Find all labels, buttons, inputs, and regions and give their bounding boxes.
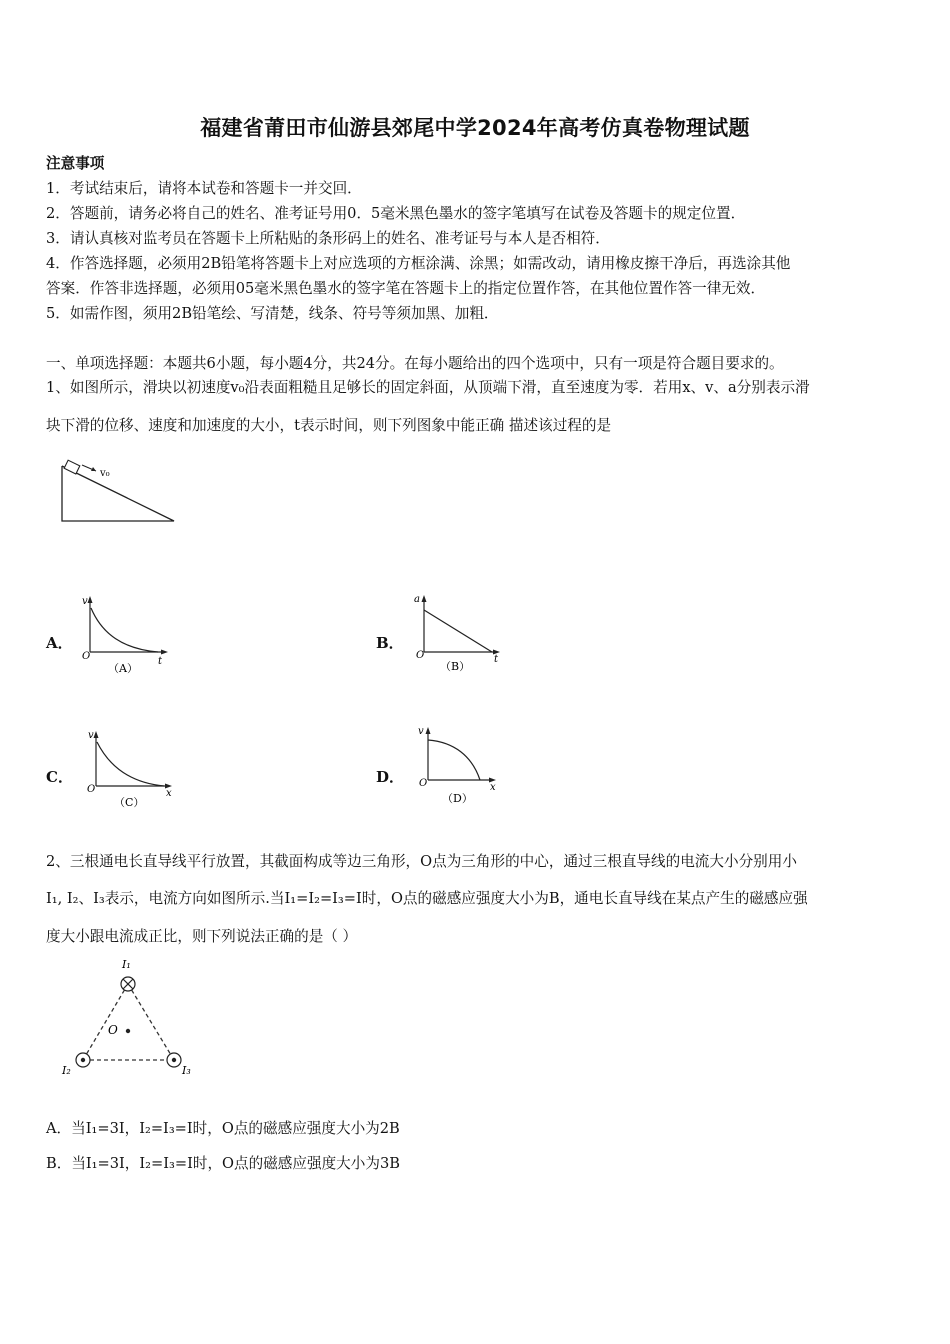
graph-a[interactable]	[78, 592, 178, 682]
graph-b-ylabel: a	[414, 594, 420, 605]
graph-b-caption: （B）	[440, 660, 471, 673]
graph-b-line	[424, 610, 492, 652]
q2-option-b[interactable]: B．当I₁=3I，I₂=I₃=I时，O点的磁感应强度大小为3B	[46, 1155, 400, 1172]
q2-stem-line3: 度大小跟电流成正比，则下列说法正确的是（ ）	[46, 928, 358, 945]
graph-c-curve	[97, 742, 164, 786]
label-i1: I₁	[122, 958, 131, 971]
graph-d-origin: O	[419, 778, 428, 789]
note-item-2: 2．答题前，请务必将自己的姓名、准考证号用0．5毫米黑色墨水的签字笔填写在试卷及答题卡的规定位置．	[46, 205, 746, 222]
graph-c-origin: O	[87, 784, 96, 795]
note-item-3: 3．请认真核对监考员在答题卡上所粘贴的条形码上的姓名、准考证号与本人是否相符．	[46, 230, 610, 247]
graph-d-xlabel: x	[490, 782, 496, 793]
graph-a-caption: （A）	[108, 662, 138, 675]
graph-d[interactable]	[414, 722, 514, 812]
graph-b-xlabel: t	[494, 654, 499, 665]
graph-a-ylabel: v	[82, 596, 88, 607]
q1-stem-line2: 块下滑的位移、速度和加速度的大小，t表示时间，则下列图象中能正确 描述该过程的是	[46, 417, 612, 434]
label-i3: I₃	[182, 1064, 191, 1077]
wire-i2-out-of-page	[76, 1053, 90, 1067]
q2-stem-line1: 2、三根通电长直导线平行放置，其截面构成等边三角形，O点为三角形的中心，通过三根直导线的电流大小分别用小	[46, 853, 797, 870]
graph-d-ylabel: v	[418, 726, 424, 737]
incline-triangle	[62, 466, 174, 521]
graph-c-xlabel: x	[166, 788, 172, 799]
wire-i1-into-page	[121, 977, 135, 991]
graph-c[interactable]	[84, 726, 184, 816]
graph-d-curve	[428, 740, 480, 780]
graph-b-origin: O	[416, 650, 425, 661]
label-i2: I₂	[62, 1064, 71, 1077]
graph-c-ylabel: v	[88, 730, 94, 741]
q1-option-b-letter[interactable]: B．	[376, 634, 404, 652]
note-item-5: 5．如需作图，须用2B铅笔绘、写清楚，线条、符号等须加黑、加粗．	[46, 305, 499, 322]
center-point-o	[126, 1029, 130, 1033]
graph-d-caption: （D）	[442, 792, 473, 805]
label-o: O	[108, 1023, 118, 1037]
page-title: 福建省莆田市仙游县郊尾中学2024年高考仿真卷物理试题	[200, 116, 750, 140]
q1-option-a-letter[interactable]: A．	[46, 634, 73, 652]
graph-a-xlabel: t	[158, 656, 163, 667]
graph-a-curve	[91, 608, 158, 652]
q2-option-a[interactable]: A．当I₁=3I，I₂=I₃=I时，O点的磁感应强度大小为2B	[46, 1120, 400, 1137]
graph-a-origin: O	[82, 651, 91, 662]
q2-stem-line2: I₁, I₂、I₃表示，电流方向如图所示.当I₁=I₂=I₃=I时，O点的磁感应强度大小为B，通电长直导线在某点产生的磁感应强	[46, 890, 808, 907]
q1-stem-line1: 1、如图所示，滑块以初速度v₀沿表面粗糙且足够长的固定斜面，从顶端下滑，直至速度为零．若用x、v、a分别表示滑	[46, 379, 810, 396]
graph-c-caption: （C）	[114, 796, 145, 809]
graph-b[interactable]	[410, 590, 510, 680]
q1-option-d-letter[interactable]: D．	[376, 768, 405, 786]
q1-option-c-letter[interactable]: C．	[46, 768, 73, 786]
note-item-1: 1．考试结束后，请将本试卷和答题卡一并交回．	[46, 180, 362, 197]
incline-v0-label: v₀	[100, 468, 110, 479]
wires-figure	[58, 956, 208, 1081]
slider-block	[64, 460, 80, 474]
notes-heading: 注意事项	[46, 155, 105, 172]
section-heading: 一、单项选择题：本题共6小题，每小题4分，共24分。在每小题给出的四个选项中，只有一项是符合题目要求的。	[46, 355, 784, 372]
incline-figure	[56, 458, 181, 528]
note-item-4-cont: 答案．作答非选择题，必须用05毫米黑色墨水的签字笔在答题卡上的指定位置作答，在其他位置作答一律无效．	[46, 280, 766, 297]
wire-i3-out-of-page	[167, 1053, 181, 1067]
note-item-4: 4．作答选择题，必须用2B铅笔将答题卡上对应选项的方框涂满、涂黑；如需改动，请用橡皮擦干净后，再选涂其他	[46, 255, 791, 272]
